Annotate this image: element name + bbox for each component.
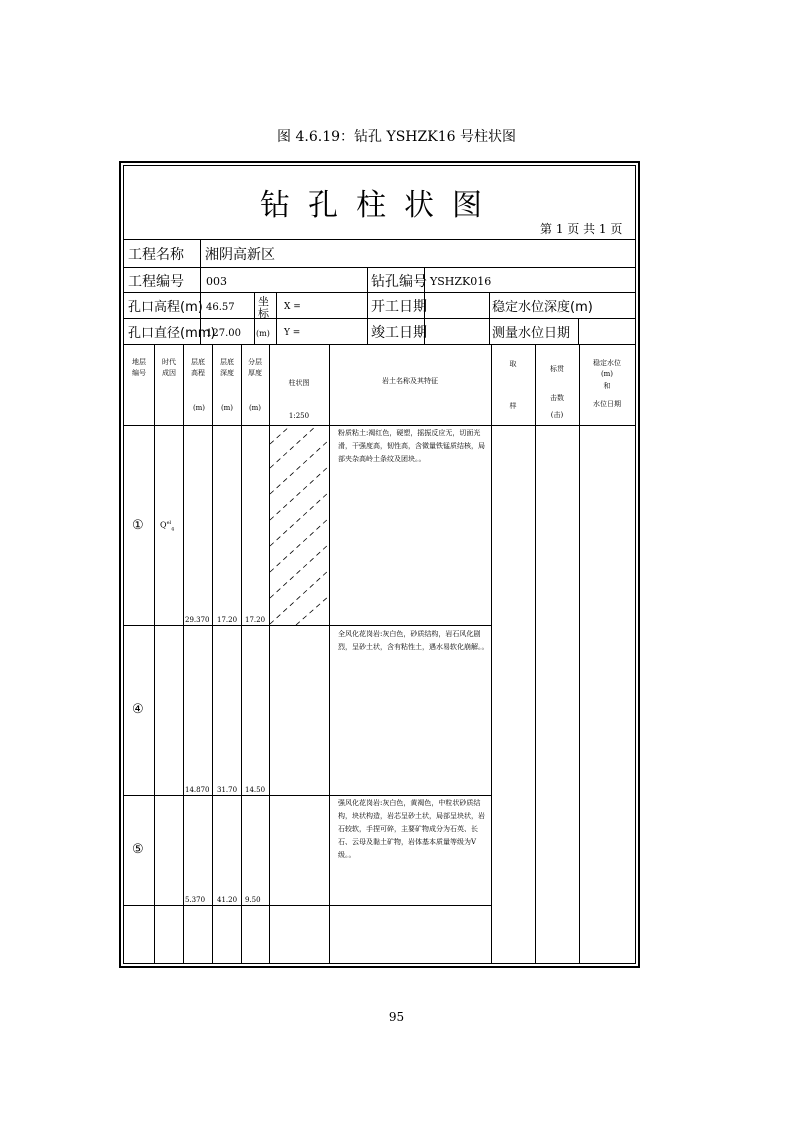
layer-1-bottom-elev: 29.370 <box>185 616 210 624</box>
col-water-b: (m) <box>600 370 614 378</box>
project-no-value: 003 <box>206 275 227 288</box>
col-spt-blows: 击数 <box>550 394 564 402</box>
layer-2-bottom-elev: 14.870 <box>185 786 210 794</box>
layer-1-hatch-pattern <box>270 426 329 625</box>
layer-1-number: ① <box>132 518 144 533</box>
col-scale: 1:250 <box>288 412 310 420</box>
project-name-label: 工程名称 <box>128 247 184 263</box>
layer-1-bottom-depth: 17.20 <box>217 616 238 624</box>
col-layer-no: 地层编号 <box>132 358 146 377</box>
start-date-label: 开工日期 <box>371 299 427 315</box>
layer-3-number: ⑤ <box>132 842 144 857</box>
col-sample-bottom: 样 <box>509 402 517 410</box>
coordinate-unit: (m) <box>256 329 270 338</box>
col-spt-unit: (击) <box>550 411 564 419</box>
layer-2-description: 全风化花岗岩:灰白色，砂质结构，岩石风化剧烈，呈砂土状，含有粘性土，遇水易软化崩解。。 <box>338 630 489 651</box>
col-thickness-unit: (m) <box>248 404 262 412</box>
col-bottom-depth-unit: (m) <box>220 404 234 412</box>
project-no-label: 工程编号 <box>128 274 184 290</box>
measure-water-label: 测量水位日期 <box>492 326 571 341</box>
col-bottom-elev-unit: (m) <box>192 404 206 412</box>
end-date-label: 竣工日期 <box>371 325 427 341</box>
col-age: 时代成因 <box>162 358 176 377</box>
elevation-value: 46.57 <box>206 302 235 313</box>
sheet-title: 钻孔柱状图 <box>260 188 500 223</box>
layer-2-thickness: 14.50 <box>245 786 266 794</box>
layer-3-description: 强风化花岗岩:灰白色，黄褐色，中粒状砂质结构，块状构造，岩芯呈砂土状，局部呈块状，岩石较软，手捏可碎，主要矿物成分为石英、长石、云母及黏土矿物，岩体基本质量等级为V级。。 <box>338 799 485 859</box>
elevation-label: 孔口高程(m) <box>128 300 203 315</box>
col-description: 岩土名称及其特征 <box>382 377 438 385</box>
col-sample-top: 取 <box>509 360 517 368</box>
stable-water-label: 稳定水位深度(m) <box>492 300 593 315</box>
col-water-d: 水位日期 <box>593 400 621 408</box>
layer-3-bottom-elev: 5.370 <box>185 896 206 904</box>
page-info: 第 1 页 共 1 页 <box>540 222 623 236</box>
figure-caption: 图 4.6.19：钻孔 YSHZK16 号柱状图 <box>277 129 516 145</box>
col-bottom-elev: 层底高程 <box>191 358 205 377</box>
col-water-a: 稳定水位 <box>593 359 621 367</box>
col-bottom-depth: 层底深度 <box>220 358 234 377</box>
layer-1-age: $Q^{el}_4$ <box>160 520 175 533</box>
hole-no-label: 钻孔编号 <box>371 274 427 290</box>
y-label: Y = <box>284 328 301 338</box>
col-water-c: 和 <box>603 382 611 390</box>
layer-1-description: 粉质粘土:褐红色，硬塑，摇振反应无，切面光滑，干强度高，韧性高，含微量铁锰质结核，局部夹杂高岭土条纹及团块。。 <box>338 429 485 463</box>
layer-2-bottom-depth: 31.70 <box>217 786 238 794</box>
project-name-value: 湘阴高新区 <box>205 247 275 263</box>
x-label: X = <box>284 302 301 312</box>
page-number: 95 <box>388 1010 405 1024</box>
layer-2-number: ④ <box>132 702 144 717</box>
col-column-chart: 柱状图 <box>288 379 310 387</box>
coordinate-label: 坐标 <box>258 295 269 320</box>
col-thickness: 分层厚度 <box>248 358 262 377</box>
layer-3-bottom-depth: 41.20 <box>217 896 238 904</box>
hole-no-value: YSHZK016 <box>430 275 492 288</box>
layer-3-thickness: 9.50 <box>245 896 261 904</box>
diameter-value: 127.00 <box>206 328 241 339</box>
layer-1-thickness: 17.20 <box>245 616 266 624</box>
col-spt: 标贯 <box>550 365 564 373</box>
diameter-label: 孔口直径(mm) <box>128 326 216 341</box>
